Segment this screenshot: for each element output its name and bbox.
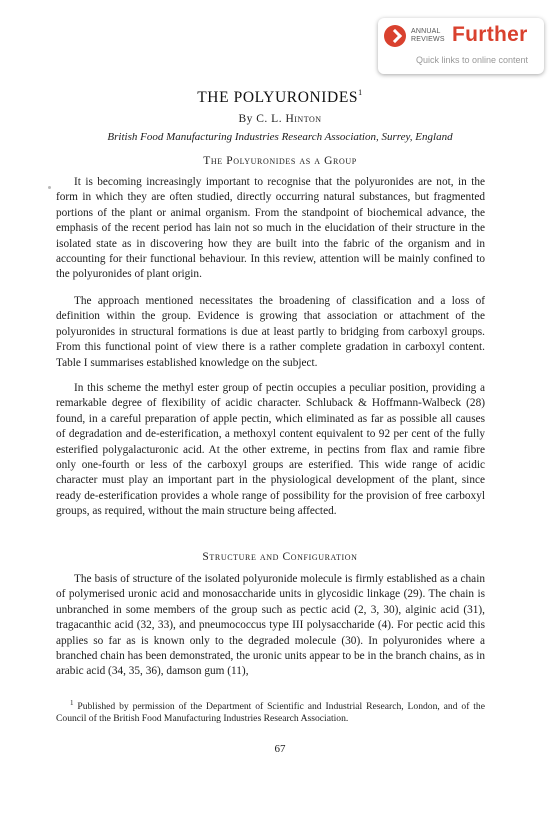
affiliation: British Food Manufacturing Industries Research Association, Surrey, England: [107, 131, 453, 143]
arrow-logo-icon: [384, 25, 406, 47]
section-heading-group: The Polyuronides as a Group: [203, 155, 357, 167]
footnote: [56, 698, 485, 724]
footnote-mark: 1: [70, 699, 74, 707]
article-title-text: THE POLYURONIDES: [197, 89, 359, 106]
quick-links-label: Quick links to online content: [416, 55, 529, 65]
paragraph: The approach mentioned necessitates the broadening of classification and a loss of definition within the group. Evidence is growing that association or attachment of the polyuronides in structural formations is due at least partly to bridging from carboxyl groups. From this functional point of view there is a rather complete gradation in carboxyl content. Table I summarises established knowledge on the subject.: [56, 295, 485, 369]
footnote-text: Published by permission of the Department of Scientific and Industrial Research, London, and of the Council of the British Food Manufacturing Industries Research Association.: [56, 701, 485, 724]
paragraph: In this scheme the methyl ester group of pectin occupies a peculiar position, providing a remarkable degree of flexibility of acidic character. Schluback & Hoffmann-Walbeck (28) found, in a careful preparation of apple pectin, which eliminated as far as possible all causes of degradation and de-esterification, a methoxyl content equivalent to 92 per cent of the fully esterified polygalacturonic acid. At the other extreme, in pectins from flax and ramie fibre only one-fourth or less of the carboxyl groups are esterified. This wide range of acidic character must play an important part in the physiological development of the plant, since ready de-esterification provides a whole range of possibility for the provision of free carboxyl groups, as required, without the main structure being affected.: [56, 382, 485, 518]
paragraph: The basis of structure of the isolated polyuronide molecule is firmly established as a chain of polymerised uronic acid and monosaccharide units in glycosidic linkage (29). The chain is unbranched in some members of the group such as pectic acid (2, 3, 30), alginic acid (31), tragacanthic acid (32, 33), and pneumococcus type III polysaccharide (4). For pectic acid this applies so far as is known only to the degraded molecule (30). In polyuronides where a branched chain has been demonstrated, the uronic units appear to be in the branch chains, as in arabic acid (34, 35, 36), damson gum (11),: [56, 573, 485, 678]
author-name: C. L. Hinton: [256, 113, 322, 125]
page-number: 67: [274, 743, 286, 755]
author-line: [0, 113, 560, 125]
section-heading-structure: Structure and Configuration: [202, 551, 358, 563]
margin-mark: [48, 186, 51, 189]
further-links-badge[interactable]: [378, 18, 544, 74]
author-prefix: By: [238, 113, 257, 125]
further-label: Further: [452, 23, 528, 46]
paragraph: It is becoming increasingly important to recognise that the polyuronides are not, in the form in which they are often studied, directly occurring natural substances, but fragmented portions of the plant or animal organism. From the standpoint of biochemical advance, the emphasis of the recent period has lain not so much in the elucidation of their structure in the isolated state as in discovering how they are built into the fabric of the organism and in accounting for their functional behaviour. In this review, attention will be mainly confined to the polyuronides of plant origin.: [56, 176, 485, 281]
article-title: [0, 88, 560, 107]
annual-reviews-label: ANNUAL REVIEWS: [411, 28, 445, 43]
title-footnote-mark: 1: [358, 88, 363, 97]
